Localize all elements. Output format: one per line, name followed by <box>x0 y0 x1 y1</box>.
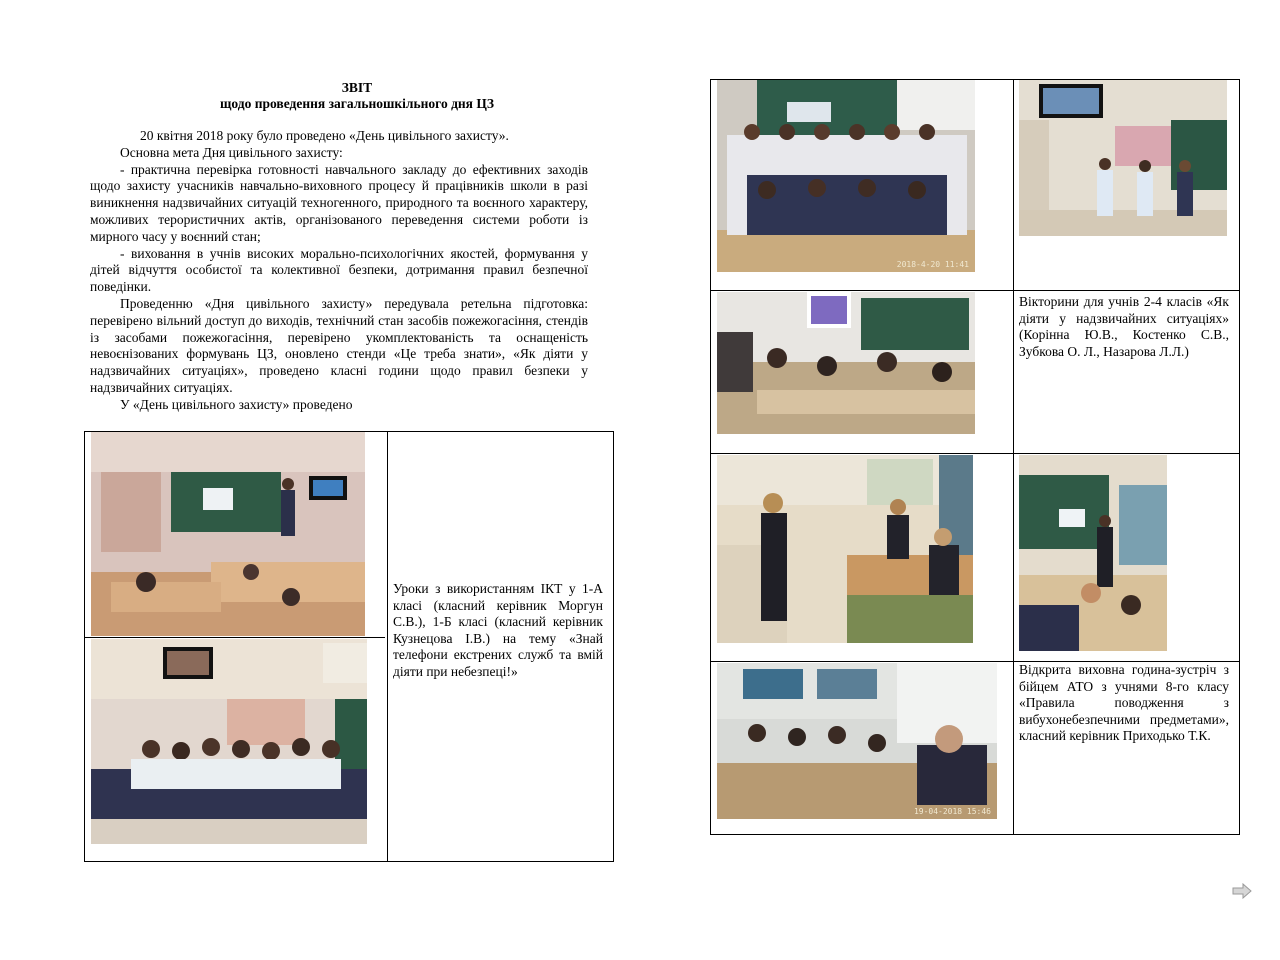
ato-meeting-caption: Відкрита виховна година-зустріч з бійцем АТО з учнями 8-го класу «Правила поводження з вибухонебезпечними предметами», класний керівник Приходько Т.К. <box>1019 662 1229 744</box>
quiz-classroom-photo <box>717 292 975 434</box>
quiz-caption: Вікторини для учнів 2-4 класів «Як діяти у надзвичайних ситуаціях» (Корінна Ю.В., Костенко С.В., Зубкова О. Л., Назарова Л.Л.) <box>1019 294 1229 359</box>
photo-timestamp: 2018-4-20 11:41 <box>896 260 969 269</box>
next-page-arrow-icon[interactable] <box>1232 883 1252 899</box>
students-presentation-photo <box>1019 80 1227 236</box>
paragraph-goal-1: - практична перевірка готовності навчального закладу до ефективних заходів щодо захисту учасників навчально-виховного процесу й працівників школи в разі виникнення надзвичайних ситуацій техногенного, природного та воєнного характеру, можливих терористичних актів, організованого переведення системи роботи із мирного часу у воєнний стан; <box>90 161 588 244</box>
paragraph-date: 20 квітня 2018 року було проведено «День цивільного захисту». <box>140 128 509 143</box>
report-title-block <box>120 80 594 112</box>
right-photo-table <box>710 79 1240 835</box>
paragraph-conducted: У «День цивільного захисту» проведено <box>120 396 353 412</box>
lesson-board-photo <box>1019 455 1167 651</box>
classroom-photo-1b <box>91 639 367 844</box>
paragraph-goal-2: - виховання в учнів високих морально-психологічних якостей, формування у дітей відчуття особистої та колективної безпеки, дотримання правил безпечної поведінки. <box>90 245 588 295</box>
photo-timestamp: 19-04-2018 15:46 <box>913 807 991 816</box>
paragraph-goal-heading: Основна мета Дня цивільного захисту: <box>120 144 343 160</box>
paragraph-preparation: Проведенню «Дня цивільного захисту» передувала ретельна підготовка: перевірено вільний доступ до виходів, технічний стан засобів пожежогасіння, стендів із засобами пожежогасіння, перевірено укомплектованість та оснащеність невоєнізованих формувань ЦЗ, оновлено стенди «Це треба знати», «Як діяти у надзвичайних ситуаціях», проведено класні години щодо правил безпеки у надзвичайних ситуаціях. <box>90 295 588 395</box>
classroom-photo-1a <box>91 432 365 636</box>
quiz-game-photo <box>717 455 973 643</box>
ato-meeting-photo <box>717 663 997 819</box>
report-title: ЗВІТ <box>341 80 373 95</box>
report-subtitle: щодо проведення загальношкільного дня ЦЗ <box>220 96 494 111</box>
left-table-caption: Уроки з використанням ІКТ у 1-А класі (класний керівник Моргун С.В.), 1-Б класі (класний керівник Кузнецова І.В.) на тему «Знай телефони екстрених служб та вмій діяти при небезпеці!» <box>393 581 603 679</box>
students-masks-photo <box>717 80 975 272</box>
report-body <box>90 128 588 414</box>
left-photo-table <box>84 431 614 862</box>
